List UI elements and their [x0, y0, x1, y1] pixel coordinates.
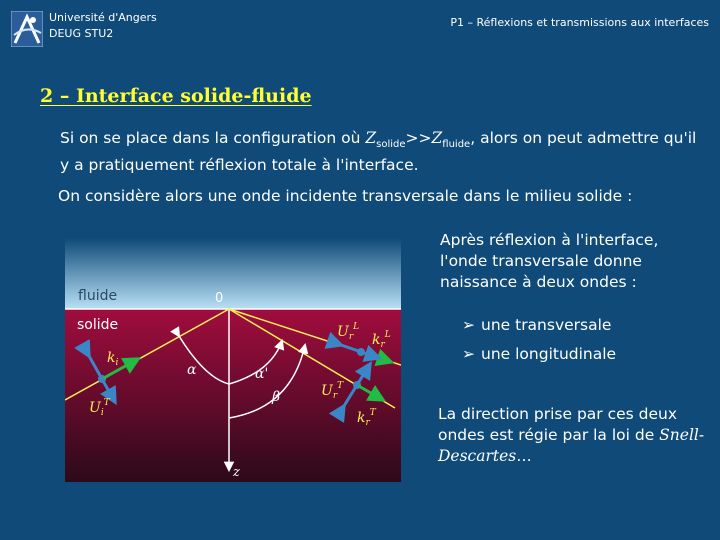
alpha-prime-label: α' [255, 366, 269, 382]
fluid-label: fluide [78, 288, 118, 304]
university-name: Université d'Angers [49, 11, 157, 24]
k-incident-label: $k_i$ [107, 350, 119, 368]
z-axis-label: z [233, 465, 240, 480]
intro-paragraph [60, 128, 710, 176]
interface-diagram [65, 238, 401, 482]
z-fluid: Z [431, 129, 443, 147]
u-reflected-longitudinal-label: $U_r^L$ [337, 322, 360, 342]
u-incident-label: $U_i^T$ [89, 398, 110, 418]
incident-wave-paragraph: On considère alors une onde incidente transversale dans le milieu solide : [58, 187, 633, 205]
reflection-paragraph: Après réflexion à l'interface, l'onde transversale donne naissance à deux ondes : [440, 231, 659, 291]
snell-law-name: Snell-Descartes [438, 426, 705, 465]
k-reflected-transversal-label: $k_r^T$ [357, 408, 376, 428]
snell-ellipsis: … [516, 447, 532, 465]
arrow-bullet-icon: ➢ [462, 345, 475, 363]
u-reflected-transversal-label: $U_r^T$ [321, 381, 344, 401]
bullet-longitudinal: une longitudinale [481, 345, 617, 363]
list-item [462, 316, 616, 345]
list-item [462, 345, 616, 374]
bullet-transversal: une transversale [481, 316, 612, 334]
solid-label: solide [77, 317, 119, 333]
intro-text-1: Si on se place dans la configuration où [60, 129, 366, 147]
alpha-label: α [187, 362, 197, 378]
beta-label: β [272, 389, 281, 405]
page-title: 2 – Interface solide-fluide [40, 85, 312, 107]
snell-text: La direction prise par ces deux ondes est régie par la loi de [438, 405, 678, 444]
university-logo [11, 11, 43, 47]
arrow-bullet-icon: ➢ [462, 316, 475, 334]
wave-types-list [462, 316, 616, 374]
header-left [49, 10, 157, 42]
k-reflected-longitudinal-label: $k_r^L$ [372, 330, 391, 350]
z-solid: Z [365, 129, 377, 147]
much-greater-sign: >> [405, 129, 432, 147]
course-name: DEUG STU2 [49, 27, 114, 40]
z-fluid-subscript: fluide [442, 139, 471, 151]
snell-paragraph [438, 404, 710, 467]
chapter-title: P1 – Réflexions et transmissions aux interfaces [450, 16, 709, 29]
origin-label: 0 [215, 291, 224, 306]
z-solid-subscript: solide [376, 139, 406, 151]
intro-text-2: , alors on peut admettre qu'il y a pratiquement réflexion totale à l'interface. [60, 129, 697, 175]
